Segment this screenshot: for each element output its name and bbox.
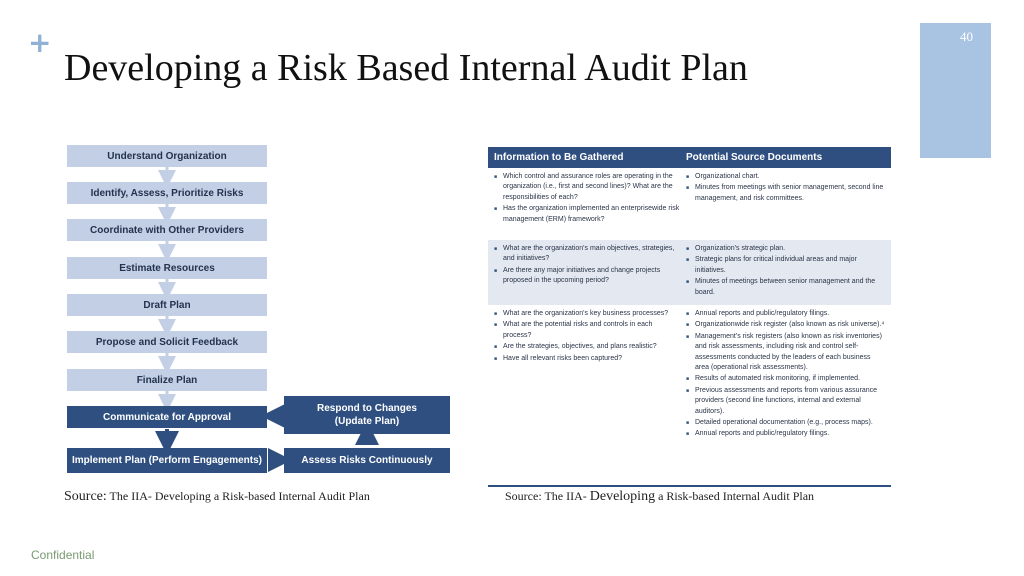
step-communicate-approval: Communicate for Approval (67, 406, 267, 428)
step-understand-organization: Understand Organization (67, 145, 267, 167)
header-sources: Potential Source Documents (686, 152, 823, 163)
respond-to-changes-box (284, 396, 450, 434)
info-cell (494, 309, 680, 365)
table-row (488, 240, 891, 305)
list-item: ■ Are there any major initiatives and change projects proposed in the upcoming period? (494, 266, 680, 287)
step-draft-plan: Draft Plan (67, 294, 267, 316)
list-item: ■ Has the organization implemented an enterprisewide risk management (ERM) framework? (494, 204, 680, 225)
list-item: ■ Minutes of meetings between senior management and the board. (686, 277, 886, 298)
step-estimate-resources: Estimate Resources (67, 257, 267, 279)
list-item: ■ Annual reports and public/regulatory filings. (686, 429, 886, 439)
information-table (488, 147, 891, 487)
list-item: ■ Organization's strategic plan. (686, 244, 886, 254)
confidential-footer: Confidential (31, 548, 95, 562)
info-cell (494, 244, 680, 288)
source-cell (686, 172, 886, 205)
list-item: ■ Organizational chart. (686, 172, 886, 182)
info-cell (494, 172, 680, 226)
slide-title: Developing a Risk Based Internal Audit Plan (64, 47, 748, 89)
table-row (488, 172, 891, 240)
table-row (488, 309, 891, 479)
source-caption-left (64, 489, 370, 505)
list-item: ■ Results of automated risk monitoring, if implemented. (686, 374, 886, 384)
respond-line-2: (Update Plan) (334, 416, 400, 427)
list-item: ■ Management's risk registers (also known as risk inventories) and risk assessments, including risk and control self-assessments conducted by the leaders of each business area (operational risk assessments). (686, 332, 886, 374)
corner-accent-block (920, 23, 991, 158)
list-item: ■ Annual reports and public/regulatory filings. (686, 309, 886, 319)
source-cell (686, 244, 886, 299)
list-item: ■ Strategic plans for critical individual areas and major initiatives. (686, 255, 886, 276)
step-coordinate-providers: Coordinate with Other Providers (67, 219, 267, 241)
list-item: ■ Have all relevant risks been captured? (494, 354, 680, 364)
plus-icon: + (28, 26, 52, 59)
respond-line-1: Respond to Changes (316, 403, 417, 414)
audit-plan-flowchart (67, 143, 452, 473)
source-cell (686, 309, 886, 441)
step-finalize-plan: Finalize Plan (67, 369, 267, 391)
step-identify-assess-prioritize: Identify, Assess, Prioritize Risks (67, 182, 267, 204)
page-number: 40 (960, 29, 973, 44)
table-header (488, 147, 891, 168)
list-item: ■ Previous assessments and reports from various assurance providers (second line functions, internal and external auditors). (686, 386, 886, 417)
source-label: Source: (64, 489, 107, 504)
list-item: ■ Detailed operational documentation (e.g., process maps). (686, 418, 886, 428)
list-item: ■ What are the organization's key business processes? (494, 309, 680, 319)
source-emphasis: Developing (589, 489, 656, 504)
header-information: Information to Be Gathered (494, 152, 624, 163)
source-caption-right (505, 489, 814, 505)
source-label: Source: The IIA- (505, 489, 590, 503)
source-text: a Risk-based Internal Audit Plan (655, 489, 815, 503)
list-item: ■ Organizationwide risk register (also known as risk universe).⁴ (686, 320, 886, 330)
step-propose-feedback: Propose and Solicit Feedback (67, 331, 267, 353)
list-item: ■ What are the potential risks and controls in each process? (494, 320, 680, 341)
list-item: ■ Minutes from meetings with senior management, second line management, and risk committees. (686, 183, 886, 204)
list-item: ■ Are the strategies, objectives, and plans realistic? (494, 342, 680, 352)
step-implement-plan: Implement Plan (Perform Engagements) (67, 448, 267, 473)
source-text: The IIA- Developing a Risk-based Internal Audit Plan (106, 489, 370, 503)
list-item: ■ Which control and assurance roles are operating in the organization (i.e., first and second lines)? What are the responsibilities of each? (494, 172, 680, 203)
list-item: ■ What are the organization's main objectives, strategies, and initiatives? (494, 244, 680, 265)
assess-risks-box: Assess Risks Continuously (284, 448, 450, 473)
